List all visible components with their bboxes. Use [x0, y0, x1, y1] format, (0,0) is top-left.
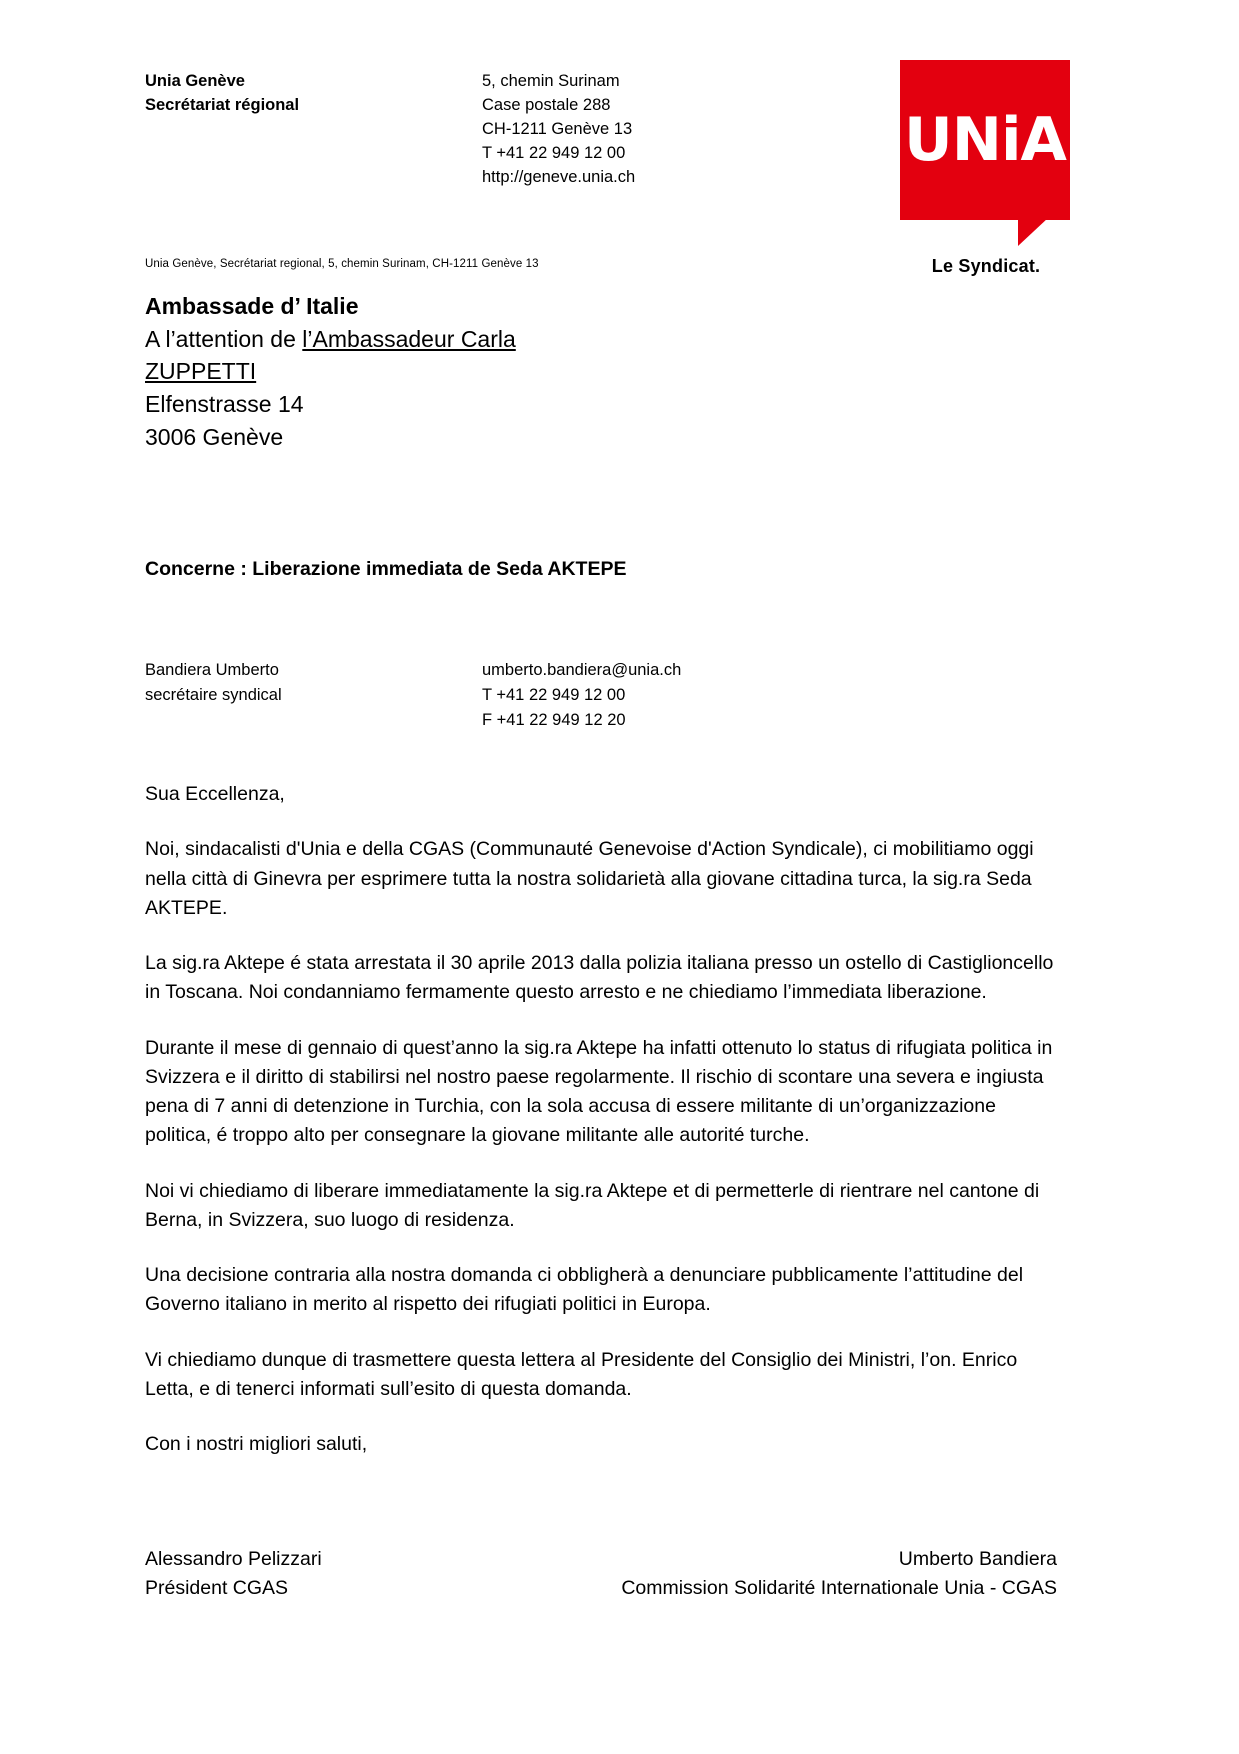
- contact-name: Bandiera Umberto: [145, 661, 279, 679]
- sender-dept: Secrétariat régional: [145, 95, 300, 114]
- body-paragraph-4: Noi vi chiediamo di liberare immediatamente la sig.ra Aktepe et di permetterle di rientrare nel cantone di Berna, in Svizzera, suo luogo di residenza.: [145, 1179, 1040, 1231]
- signatory-right: [621, 1545, 1057, 1604]
- contact-role: secrétaire syndical: [145, 685, 282, 704]
- body-paragraph-5: Una decisione contraria alla nostra domanda ci obbligherà a denunciare pubblicamente l’attitudine del Governo italiano in merito al rispetto dei rifugiati politici in Europa.: [145, 1264, 1024, 1316]
- recipient-block: [145, 290, 785, 453]
- contact-fax: F +41 22 949 12 20: [482, 710, 626, 729]
- body-paragraph-2: La sig.ra Aktepe é stata arrestata il 30 aprile 2013 dalla polizia italiana presso un ostello di Castiglioncello in Toscana. Noi condanniamo fermamente questo arresto e ne chiediamo l’immediata liberazione.: [145, 952, 1054, 1004]
- unia-logo: [886, 60, 1086, 277]
- contact-phone: T +41 22 949 12 00: [482, 685, 626, 704]
- return-address-line: Unia Genève, Secrétariat regional, 5, chemin Surinam, CH-1211 Genève 13: [145, 258, 539, 270]
- logo-speech-tail-icon: [1018, 218, 1048, 246]
- signatory-right-title: Commission Solidarité Internationale Unia - CGAS: [621, 1577, 1057, 1600]
- salutation: Sua Eccellenza,: [145, 783, 285, 805]
- contact-email[interactable]: umberto.bandiera@unia.ch: [482, 661, 682, 679]
- body-paragraph-6: Vi chiediamo dunque di trasmettere questa lettera al Presidente del Consiglio dei Ministri, l’on. Enrico Letta, e di tenerci informati sull’esito di questa domanda.: [145, 1348, 1018, 1400]
- body-paragraph-1: Noi, sindacalisti d'Unia e della CGAS (Communauté Genevoise d'Action Syndicale), ci mobilitiamo oggi nella città di Ginevra per esprimere tutta la nostra solidarietà alla giovane cittadina turca, la sig.ra Seda AKTEPE.: [145, 838, 1034, 919]
- recipient-person-surname: ZUPPETTI: [145, 358, 257, 385]
- sender-org: Unia Genève: [145, 72, 245, 90]
- subject-line: Concerne : Liberazione immediata de Seda AKTEPE: [145, 558, 627, 580]
- recipient-person-name: l’Ambassadeur Carla: [302, 325, 516, 352]
- signatory-left: [145, 1545, 322, 1604]
- recipient-organization: Ambassade d’ Italie: [145, 293, 359, 319]
- signatory-left-name: Alessandro Pelizzari: [145, 1548, 322, 1570]
- address-website[interactable]: http://geneve.unia.ch: [482, 167, 636, 186]
- address-street: 5, chemin Surinam: [482, 72, 620, 90]
- closing-line: Con i nostri migliori saluti,: [145, 1433, 368, 1455]
- address-city: CH-1211 Genève 13: [482, 119, 633, 138]
- recipient-city: 3006 Genève: [145, 423, 284, 450]
- signatory-left-title: Président CGAS: [145, 1577, 289, 1600]
- signatory-right-name: Umberto Bandiera: [898, 1548, 1057, 1570]
- sender-address-block: [482, 70, 802, 190]
- letter-body: [145, 780, 1057, 1485]
- logo-badge-icon: [900, 60, 1070, 220]
- body-paragraph-3: Durante il mese di gennaio di quest’anno la sig.ra Aktepe ha infatti ottenuto lo status di rifugiata politica in Svizzera e il diritto di stabilirsi nel nostro paese regolarmente. Il rischio di scontare una severa e ingiusta pena di 7 anni di detenzione in Turchia, con la sola accusa di essere militante di un’organizzazione politica, é troppo alto per consegnare la giovane militante alle autorité turche.: [145, 1036, 1053, 1147]
- address-pobox: Case postale 288: [482, 95, 611, 114]
- logo-wordmark: UNiA: [904, 105, 1066, 175]
- sender-block: [145, 70, 425, 118]
- address-phone: T +41 22 949 12 00: [482, 143, 626, 162]
- logo-caption: Le Syndicat.: [931, 256, 1041, 276]
- recipient-attention-prefix: A l’attention de: [145, 325, 303, 352]
- recipient-attention-line: [145, 323, 785, 356]
- contact-person: [145, 658, 445, 708]
- recipient-street: Elfenstrasse 14: [145, 390, 304, 417]
- contact-details: [482, 658, 822, 732]
